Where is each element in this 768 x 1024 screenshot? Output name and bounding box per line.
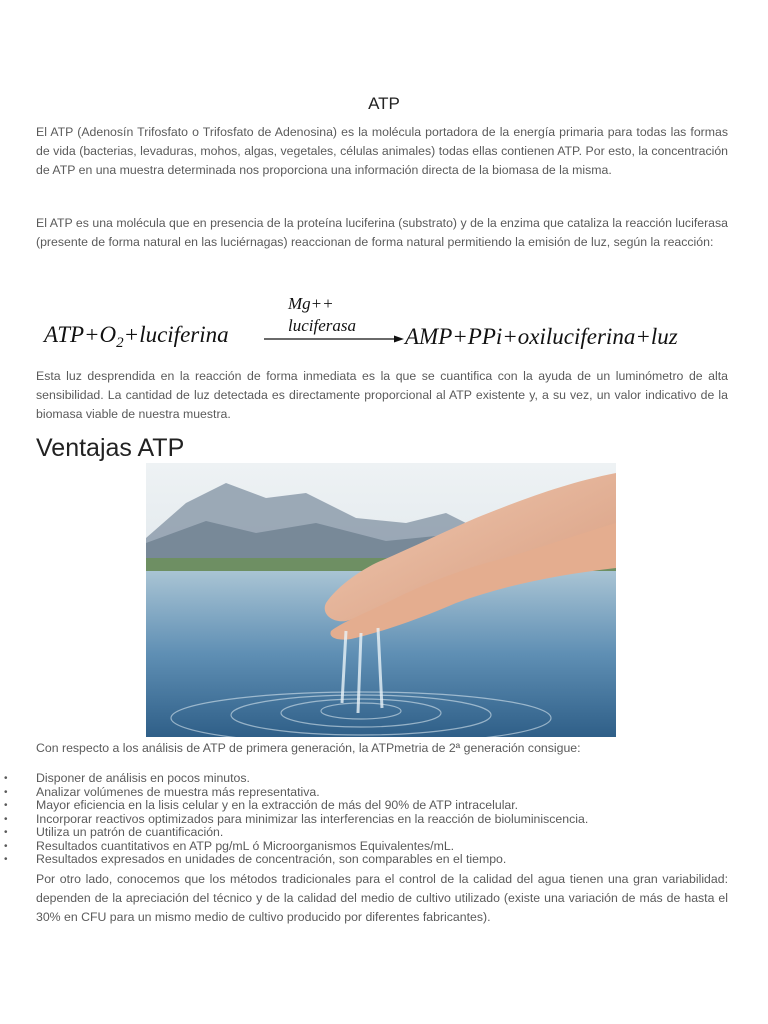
reaction-arrow-icon xyxy=(264,335,404,343)
page-title: ATP xyxy=(368,94,400,113)
advantages-list xyxy=(0,772,588,867)
intro-paragraph: El ATP (Adenosín Trifosfato o Trifosfato de Adenosina) es la molécula portadora de la energía primaria para todas las formas de vida (bacterias, levaduras, mohos, algas, vegetales, células animales) todas ellas contienen ATP. Por esto, la concentración de ATP en una muestra determinada nos proporciona una información directa de la biomasa de la misma. xyxy=(36,125,728,177)
section-heading-ventajas: Ventajas ATP xyxy=(36,434,185,462)
ventajas-intro: Con respecto a los análisis de ATP de primera generación, la ATPmetria de 2ª generación consigue: xyxy=(36,741,581,755)
list-item: • Resultados expresados en unidades de concentración, son comparables en el tiempo. xyxy=(0,853,588,867)
luminometer-paragraph: Esta luz desprendida en la reacción de forma inmediata es la que se cuantifica con la ayuda de un luminómetro de alta sensibilidad. La cantidad de luz detectada es directamente proporcional al ATP existente y, a su vez, un valor indicativo de la biomasa viable de nuestra muestra. xyxy=(36,369,728,421)
water-hands-photo xyxy=(146,463,616,737)
equation-products: AMP+PPi+oxiluciferina+luz xyxy=(405,324,678,349)
equation-reactants: $ATP+O_2+luciferina$ xyxy=(44,322,229,351)
equation-catalyst-enzyme: luciferasa xyxy=(288,316,356,335)
reaction-equation xyxy=(40,292,740,356)
list-item: • Analizar volúmenes de muestra más representativa. xyxy=(0,786,588,800)
reaction-paragraph: El ATP es una molécula que en presencia de la proteína luciferina (substrato) y de la enzima que cataliza la reacción luciferasa (presente de forma natural en las luciérnagas) reaccionan de forma natural permitiendo la emisión de luz, según la reacción: xyxy=(36,216,728,249)
list-item: • Resultados cuantitativos en ATP pg/mL ó Microorganismos Equivalentes/mL. xyxy=(0,840,588,854)
list-item: • Mayor eficiencia en la lisis celular y en la extracción de más del 90% de ATP intracelular. xyxy=(0,799,588,813)
list-item: • Disponer de análisis en pocos minutos. xyxy=(0,772,588,786)
closing-paragraph: Por otro lado, conocemos que los métodos tradicionales para el control de la calidad del agua tienen una gran variabilidad: dependen de la apreciación del técnico y de la calidad del medio de cultivo utilizado (existe una variación de más de hasta el 30% en CFU para un mismo medio de cultivo producido por diferentes fabricantes). xyxy=(36,872,728,924)
list-item: • Incorporar reactivos optimizados para minimizar las interferencias en la reacción de bioluminiscencia. xyxy=(0,813,588,827)
list-item: • Utiliza un patrón de cuantificación. xyxy=(0,826,588,840)
equation-catalyst-mg: Mg++ xyxy=(288,294,334,313)
water-hands-illustration xyxy=(146,463,616,737)
